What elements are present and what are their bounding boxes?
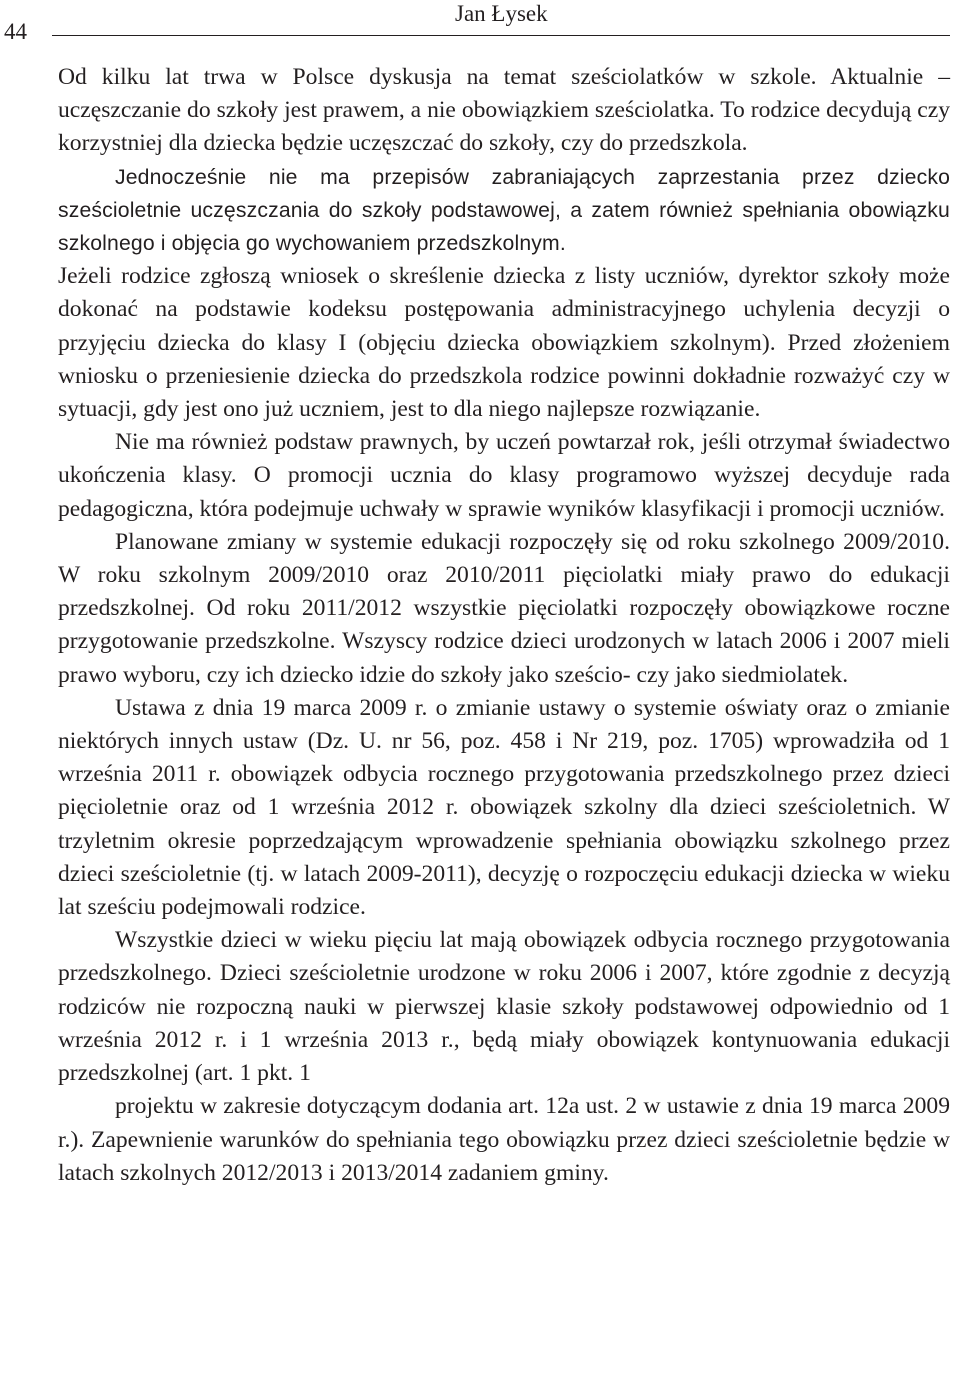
paragraph-2: Jednocześnie nie ma przepisów zabraniających zaprzestania przez dziecko sześcioletnie uczęszczania do szkoły podstawowej, a zatem również spełniania obowiązku szkolnego i objęcia go wychowaniem przedszkolnym. [58,165,950,256]
page-number: 44 [4,19,27,44]
body-text [58,61,950,1190]
paragraph-1: Od kilku lat trwa w Polsce dyskusja na temat sześciolatków w szkole. Aktualnie – uczęszczanie do szkoły jest prawem, a nie obowiązkiem sześciolatka. To rodzice decydują czy korzystniej dla dziecka będzie uczęszczać do szkoły, czy do przedszkola. [58,64,950,157]
paragraph-4: Nie ma również podstaw prawnych, by uczeń powtarzał rok, jeśli otrzymał świadectwo ukończenia klasy. O promocji ucznia do klasy programowo wyższej decyduje rada pedagogiczna, która podejmuje uchwały w sprawie wyników klasyfikacji i promocji uczniów. [58,429,950,522]
paragraph-5: Planowane zmiany w systemie edukacji rozpoczęły się od roku szkolnego 2009/2010. W roku szkolnym 2009/2010 oraz 2010/2011 pięciolatki miały prawo do edukacji przedszkolnej. Od roku 2011/2012 wszystkie pięciolatki rozpoczęły obowiązkowe roczne przygotowanie przedszkolne. Wszyscy rodzice dzieci urodzonych w latach 2006 i 2007 mieli prawo wyboru, czy ich dziecko idzie do szkoły jako sześcio- czy jako siedmiolatek. [58,528,950,688]
header-rule [52,35,950,36]
paragraph-7: Wszystkie dzieci w wieku pięciu lat mają obowiązek odbycia rocznego przygotowania przedszkolnego. Dzieci sześcioletnie urodzone w roku 2006 i 2007, które zgodnie z decyzją rodziców nie rozpoczną nauki w pierwszej klasie szkoły podstawowej odpowiednio od 1 września 2012 r. i 1 września 2013 r., będą miały obowiązek kontynuowania edukacji przedszkolnej (art. 1 pkt. 1 [58,927,950,1087]
paragraph-3: Jeżeli rodzice zgłoszą wniosek o skreślenie dziecka z listy uczniów, dyrektor szkoły może dokonać na podstawie kodeksu postępowania administracyjnego uchylenia decyzji o przyjęciu dziecka do klasy I (objęciu dziecka obowiązkiem szkolnym). Przed złożeniem wniosku o przeniesienie dziecka do przedszkola rodzice powinni dokładnie rozważyć czy w sytuacji, gdy jest ono już uczniem, jest to dla niego najlepsze rozwiązanie. [58,263,950,423]
paragraph-8: projektu w zakresie dotyczącym dodania art. 12a ust. 2 w ustawie z dnia 19 marca 2009 r.). Zapewnienie warunków do spełniania tego obowiązku przez dzieci sześcioletnie będzie w latach szkolnych 2012/2013 i 2013/2014 zadaniem gminy. [58,1093,950,1186]
running-head-author: Jan Łysek [455,1,548,26]
paragraph-6: Ustawa z dnia 19 marca 2009 r. o zmianie ustawy o systemie oświaty oraz o zmianie niektórych innych ustaw (Dz. U. nr 56, poz. 458 i Nr 219, poz. 1705) wprowadziła od 1 września 2011 r. obowiązek odbycia rocznego przygotowania przedszkolnego przez dzieci pięcioletnie oraz od 1 września 2012 r. obowiązek szkolny dla dzieci sześcioletnich. W trzyletnim okresie poprzedzającym wprowadzenie spełniania obowiązku szkolnego przez dzieci sześcioletnie (tj. w latach 2009-2011), decyzję o rozpoczęciu edukacji dziecka w wieku lat sześciu podejmowali rodzice. [58,694,950,921]
